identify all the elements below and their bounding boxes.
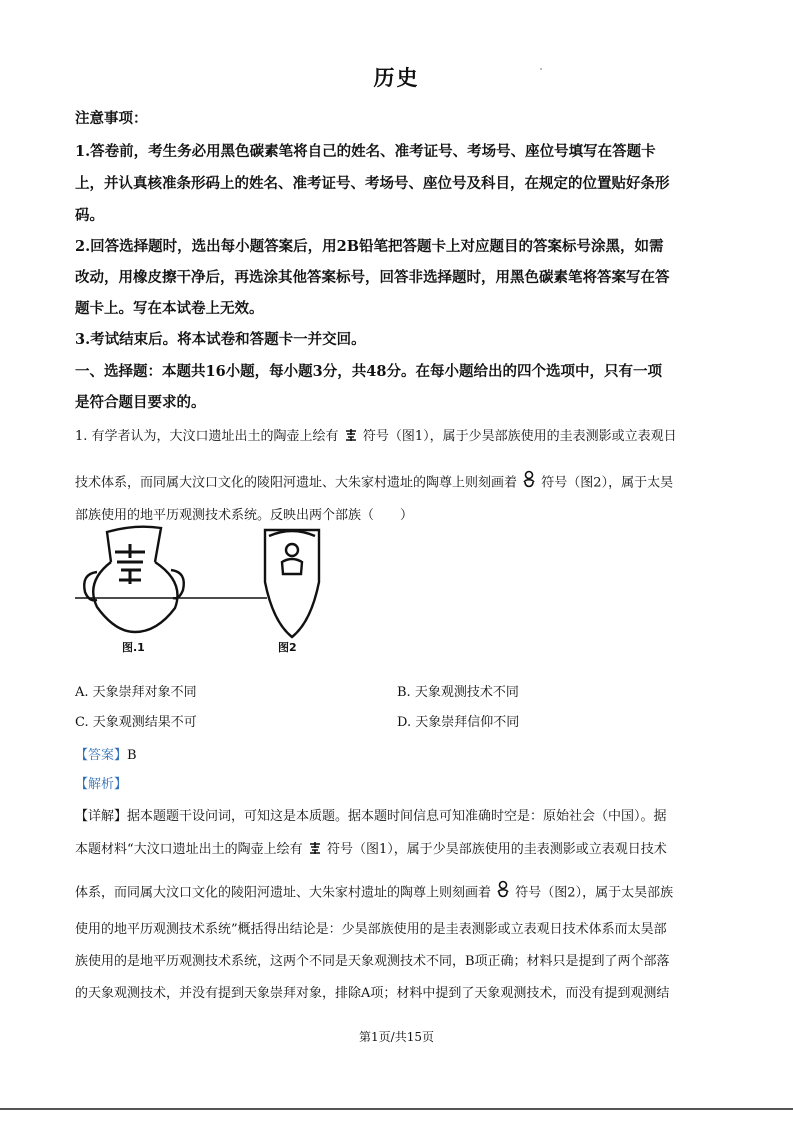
notice-line: 3.考试结束后。将本试卷和答题卡一并交回。 bbox=[75, 331, 366, 348]
notice-line: 2.回答选择题时，选出每小题答案后，用2B铅笔把答题卡上对应题目的答案标号涂黑，如需 bbox=[75, 238, 664, 255]
detail-label: 【详解】 bbox=[75, 809, 128, 824]
question-line bbox=[75, 425, 677, 446]
notice-line: 改动，用橡皮擦干净后，再选涂其他答案标号，回答非选择题时，用黑色碳素笔将答案写在答 bbox=[75, 269, 670, 286]
detail-line bbox=[75, 805, 667, 824]
detail-text: 体系，而同属大汶口文化的陵阳河遗址、大朱家村遗址的陶尊上则刻画着 bbox=[75, 885, 492, 901]
detail-line: 使用的地平历观测技术系统”概括得出结论是：少昊部族使用的是圭表测影或立表观日技术体系而太昊部 bbox=[75, 922, 667, 937]
sun-symbol-icon bbox=[308, 841, 322, 859]
detail-text: 符号（图2），属于太昊部族 bbox=[515, 885, 674, 901]
sunrise-symbol-icon bbox=[496, 880, 510, 906]
detail-line: 的天象观测技术，并没有提到天象崇拜对象，排除A项；材料中提到了天象观测技术，而没有提到观测结 bbox=[75, 986, 670, 1001]
answer-line bbox=[75, 744, 137, 763]
detail-text: 据本题题干设问词，可知这是本质题。据本题时间信息可知准确时空是：原始社会（中国）。据 bbox=[127, 809, 667, 824]
question-text: 符号（图2），属于太昊 bbox=[541, 475, 674, 491]
sun-symbol-icon bbox=[344, 428, 358, 446]
answer-label: 【答案】 bbox=[75, 748, 128, 763]
detail-line bbox=[75, 838, 667, 859]
bottom-divider bbox=[0, 1108, 793, 1110]
question-line: 部族使用的地平历观测技术系统。反映出两个部族（ ） bbox=[75, 508, 414, 523]
section-heading: 是符合题目要求的。 bbox=[75, 394, 206, 411]
detail-text: 符号（图1），属于少昊部族使用的圭表测影或立表观日技术 bbox=[326, 842, 667, 857]
question-text: 技术体系，而同属大汶口文化的陵阳河遗址、大朱家村遗址的陶尊上则刻画着 bbox=[75, 475, 518, 491]
figure-1-caption: 图.1 bbox=[122, 641, 145, 654]
notice-line: 码。 bbox=[75, 207, 104, 224]
question-figure bbox=[75, 522, 335, 657]
page-title: 历史 bbox=[373, 65, 420, 90]
detail-line bbox=[75, 880, 673, 906]
option-d: D. 天象崇拜信仰不同 bbox=[397, 715, 520, 730]
option-c: C. 天象观测结果不可 bbox=[75, 715, 197, 730]
question-line bbox=[75, 470, 673, 496]
detail-text: 本题材料“大汶口遗址出土的陶壶上绘有 bbox=[75, 842, 303, 857]
pottery-pot-figure-1 bbox=[75, 527, 267, 632]
question-text: 1. 有学者认为，大汶口遗址出土的陶壶上绘有 bbox=[75, 429, 339, 444]
page-footer: 第1页/共15页 bbox=[359, 1030, 434, 1044]
option-a: A. 天象崇拜对象不同 bbox=[75, 685, 197, 700]
notice-line: 上，并认真核准条形码上的姓名、准考证号、考场号、座位号及科目，在规定的位置贴好条形 bbox=[75, 175, 670, 192]
option-b: B. 天象观测技术不同 bbox=[397, 685, 519, 700]
question-text: 符号（图1），属于少昊部族使用的圭表测影或立表观日 bbox=[362, 429, 677, 444]
sunrise-symbol-icon bbox=[522, 470, 536, 496]
figure-2-caption: 图2 bbox=[278, 641, 297, 654]
notice-heading: 注意事项： bbox=[75, 110, 148, 127]
notice-line: 题卡上。写在本试卷上无效。 bbox=[75, 300, 264, 317]
notice-line: 1.答卷前，考生务必用黑色碳素笔将自己的姓名、准考证号、考场号、座位号填写在答题卡 bbox=[75, 143, 656, 160]
answer-value: B bbox=[127, 748, 137, 763]
detail-line: 族使用的是地平历观测技术系统，这两个不同是天象观测技术不同，B项正确；材料只是提到了两个部落 bbox=[75, 954, 670, 969]
pottery-zun-figure-2 bbox=[265, 530, 319, 637]
analysis-label: 【解析】 bbox=[75, 777, 128, 792]
section-heading: 一、选择题：本题共16小题，每小题3分，共48分。在每小题给出的四个选项中，只有一项 bbox=[75, 363, 662, 380]
